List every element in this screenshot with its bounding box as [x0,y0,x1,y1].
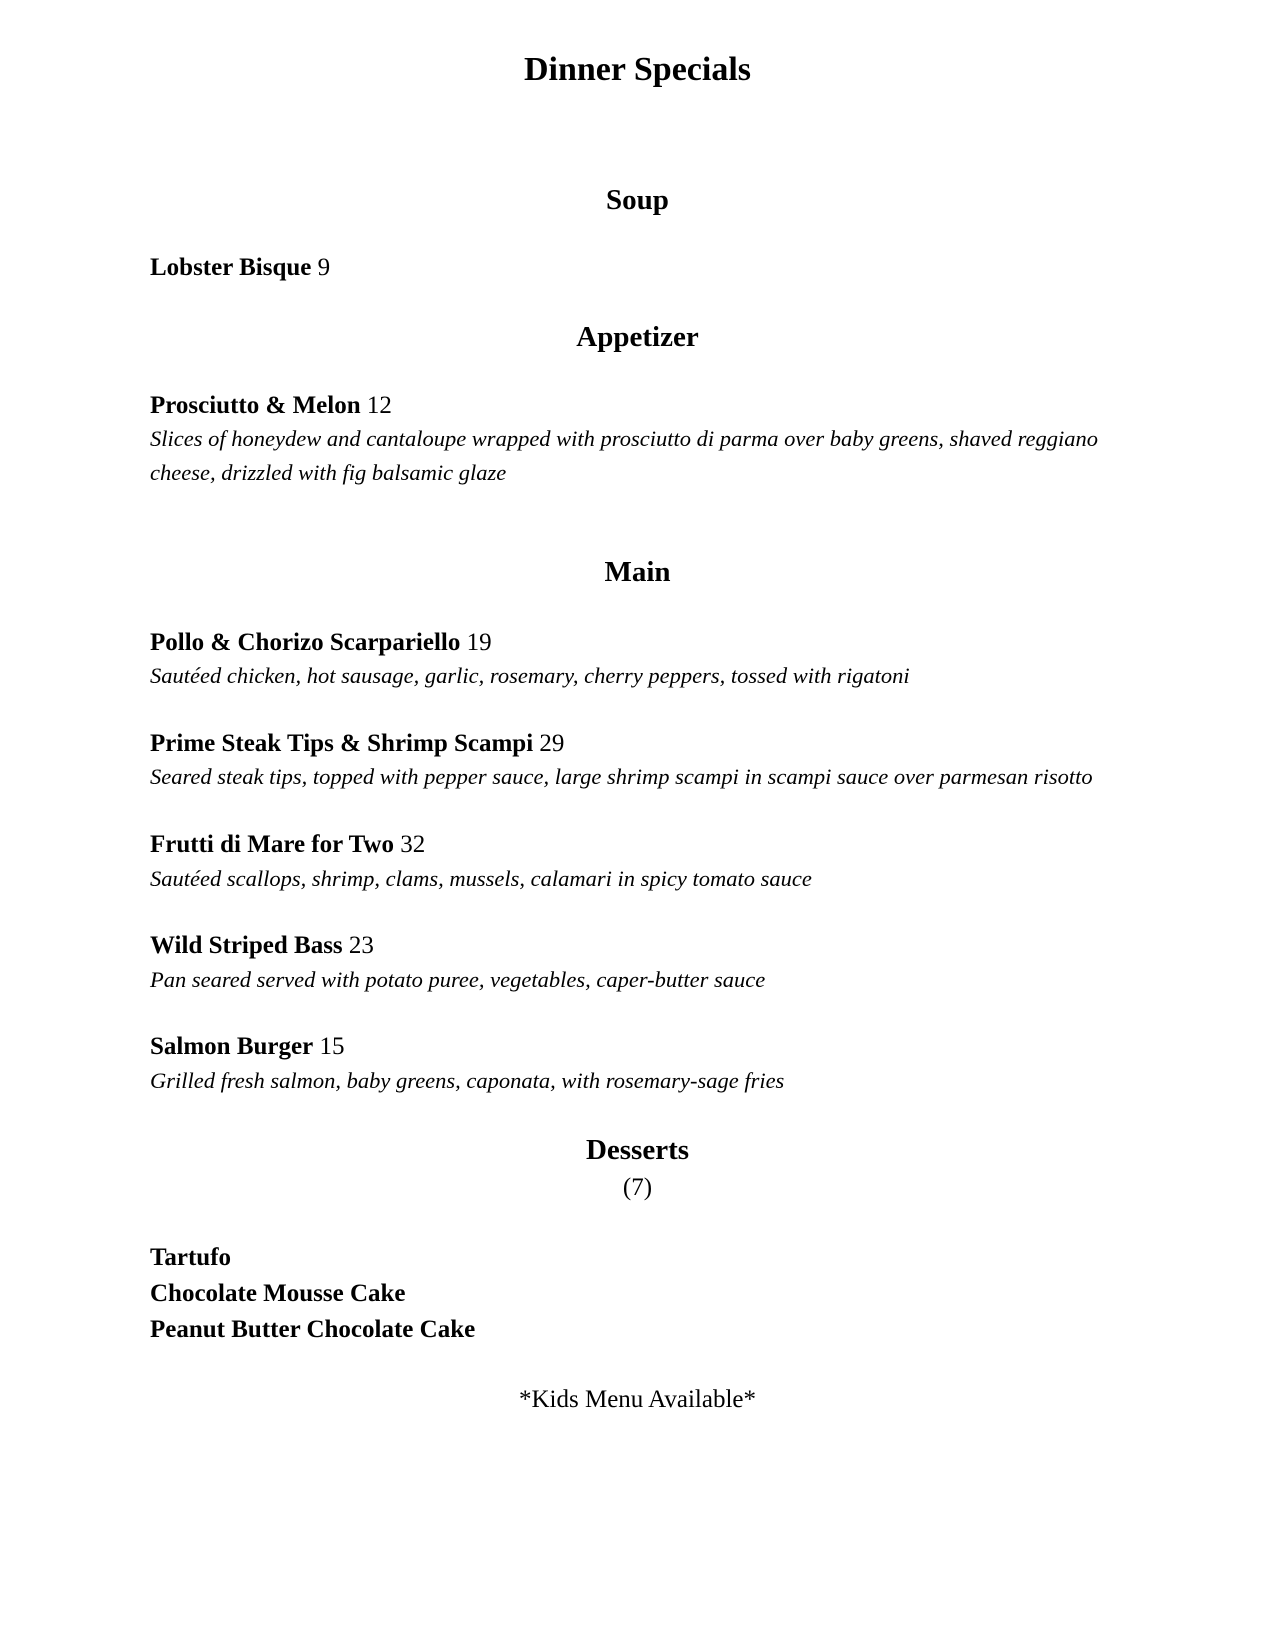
dish-description: Slices of honeydew and cantaloupe wrapped with prosciutto di parma over baby greens, shaved reggiano [150,426,1098,451]
dish-description: Sautéed chicken, hot sausage, garlic, rosemary, cherry peppers, tossed with rigatoni [150,663,910,688]
page-title: Dinner Specials [523,51,751,88]
dish-salmon-burger [150,1031,344,1063]
dish-lobster-bisque [150,252,330,284]
dish-name: Pollo & Chorizo Scarpariello [150,629,461,656]
dessert-item: Chocolate Mousse Cake [150,1280,406,1307]
dish-price: 12 [366,392,392,419]
section-heading-appetizer: Appetizer [576,321,699,353]
dish-price: 9 [317,254,331,281]
dish-price: 23 [348,932,374,959]
dish-steak-tips-shrimp [150,728,564,760]
dish-name: Frutti di Mare for Two [150,831,394,858]
dish-price: 19 [466,629,492,656]
dish-name: Prime Steak Tips & Shrimp Scampi [150,730,534,757]
dessert-item: Peanut Butter Chocolate Cake [150,1316,476,1343]
dish-description: Sautéed scallops, shrimp, clams, mussels, calamari in spicy tomato sauce [150,866,812,891]
dish-wild-striped-bass [150,930,374,962]
dish-name: Prosciutto & Melon [150,392,361,419]
section-heading-desserts: Desserts [585,1134,690,1166]
dish-price: 15 [319,1033,345,1060]
section-heading-main: Main [604,556,671,588]
dish-frutti-di-mare [150,829,425,861]
dessert-price: (7) [622,1174,653,1201]
dish-pollo-chorizo [150,627,492,659]
dish-name: Wild Striped Bass [150,932,343,959]
dish-description: Pan seared served with potato puree, vegetables, caper-butter sauce [150,967,766,992]
dish-price: 32 [400,831,426,858]
kids-menu-note: *Kids Menu Available* [519,1386,756,1413]
dish-description: cheese, drizzled with fig balsamic glaze [150,460,507,485]
dish-prosciutto-melon [150,390,392,422]
section-heading-soup: Soup [606,184,669,216]
dish-name: Salmon Burger [150,1033,314,1060]
dish-description: Grilled fresh salmon, baby greens, caponata, with rosemary-sage fries [150,1068,785,1093]
dessert-item: Tartufo [150,1244,232,1271]
dish-price: 29 [539,730,565,757]
dish-name: Lobster Bisque [150,254,312,281]
dish-description: Seared steak tips, topped with pepper sauce, large shrimp scampi in scampi sauce over parmesan risotto [150,764,1093,789]
